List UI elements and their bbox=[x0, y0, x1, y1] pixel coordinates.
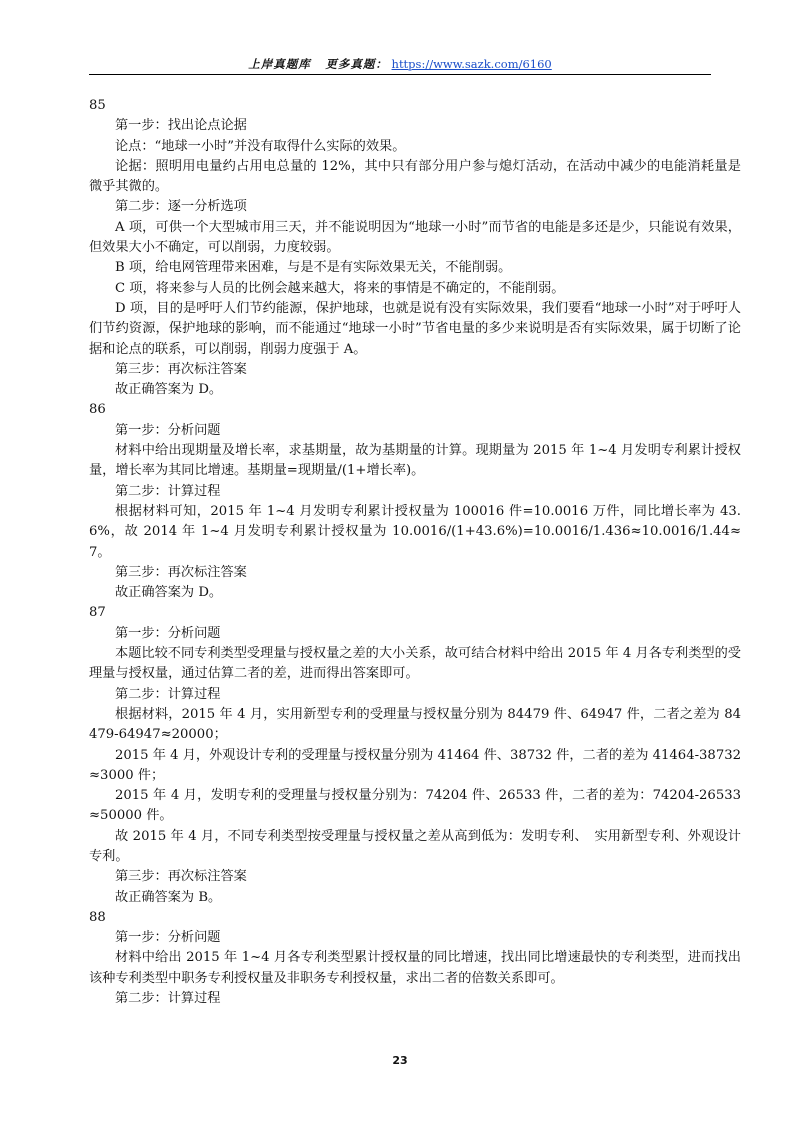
question-number: 88 bbox=[89, 909, 106, 925]
calculation-text: 根据材料可知，2015 年 1~4 月发明专利累计授权量为 100016 件=10.0016 万件，同比增长率为 43.6%，故 2014 年 1~4 月发明专利累计授权量为 10.0016/(1+43.6%)=10.0016/1.436≈10.0016/1.44≈7。 bbox=[89, 503, 741, 560]
answer-text: 故正确答案为 B。 bbox=[115, 889, 222, 905]
step-heading: 第一步：分析问题 bbox=[115, 930, 221, 946]
step-heading: 第三步：再次标注答案 bbox=[115, 564, 247, 580]
header-link[interactable]: https://www.sazk.com/6160 bbox=[391, 57, 552, 71]
calculation-text: 2015 年 4 月，外观设计专利的受理量与授权量分别为 41464 件、38732 件，二者的差为 41464-38732≈3000 件； bbox=[89, 747, 741, 783]
step-heading: 第一步：分析问题 bbox=[115, 422, 221, 438]
option-b-analysis: B 项，给电网管理带来困难，与是不是有实际效果无关，不能削弱。 bbox=[115, 260, 512, 276]
option-c-analysis: C 项，将来参与人员的比例会越来越大，将来的事情是不确定的，不能削弱。 bbox=[115, 280, 565, 296]
evidence-text: 论据：照明用电量约占用电总量的 12%，其中只有部分用户参与熄灯活动，在活动中减少的电能消耗量是微乎其微的。 bbox=[89, 158, 741, 195]
question-number: 85 bbox=[89, 98, 106, 113]
header-divider bbox=[89, 74, 711, 75]
option-a-analysis: A 项，可供一个大型城市用三天，并不能说明因为“地球一小时”而节省的电能是多还是少，只能说有效果，但效果大小不确定，可以削弱，力度较弱。 bbox=[89, 219, 741, 256]
step-heading: 第三步：再次标注答案 bbox=[115, 869, 247, 885]
document-body bbox=[89, 96, 741, 1009]
site-label: 上岸真题库 bbox=[248, 57, 311, 71]
analysis-text: 材料中给出 2015 年 1~4 月各专利类型累计授权量的同比增速，找出同比增速最快的专利类型，进而找出该种专利类型中职务专利授权量及非职务专利授权量，求出二者的倍数关系即可。 bbox=[89, 950, 741, 986]
step-heading: 第一步：分析问题 bbox=[115, 625, 221, 641]
option-d-analysis: D 项，目的是呼吁人们节约能源，保护地球，也就是说有没有实际效果，我们要看“地球一小时”对于呼吁人们节约资源，保护地球的影响，而不能通过“地球一小时”节省电量的多少来说明是否有实际效果，属于切断了论据和论点的联系，可以削弱，削弱力度强于 A。 bbox=[89, 300, 741, 357]
analysis-text: 材料中给出现期量及增长率，求基期量，故为基期量的计算。现期量为 2015 年 1~4 月发明专利累计授权量，增长率为其同比增速。基期量=现期量/(1+增长率)。 bbox=[89, 443, 741, 479]
calculation-text: 2015 年 4 月，发明专利的受理量与授权量分别为：74204 件、26533 件，二者的差为：74204-26533≈50000 件。 bbox=[89, 788, 741, 824]
page-number: 23 bbox=[392, 1054, 408, 1067]
page-header bbox=[0, 56, 800, 72]
answer-text: 故正确答案为 D。 bbox=[115, 382, 223, 398]
answer-text: 故正确答案为 D。 bbox=[115, 585, 223, 601]
step-heading: 第二步：计算过程 bbox=[115, 483, 221, 499]
thesis-text: 论点：“地球一小时”并没有取得什么实际的效果。 bbox=[115, 138, 406, 154]
question-number: 86 bbox=[89, 402, 106, 418]
more-label: 更多真题： bbox=[325, 57, 388, 71]
step-heading: 第二步：逐一分析选项 bbox=[115, 199, 247, 215]
analysis-text: 本题比较不同专利类型受理量与授权量之差的大小关系，故可结合材料中给出 2015 年 4 月各专利类型的受理量与授权量，通过估算二者的差，进而得出答案即可。 bbox=[89, 646, 741, 682]
conclusion-text: 故 2015 年 4 月，不同专利类型按受理量与授权量之差从高到低为：发明专利、 实用新型专利、外观设计专利。 bbox=[89, 828, 741, 864]
step-heading: 第三步：再次标注答案 bbox=[115, 361, 247, 377]
step-heading: 第二步：计算过程 bbox=[115, 686, 221, 702]
question-number: 87 bbox=[89, 605, 106, 621]
step-heading: 第二步：计算过程 bbox=[115, 991, 221, 1007]
calculation-text: 根据材料，2015 年 4 月，实用新型专利的受理量与授权量分别为 84479 件、64947 件，二者之差为 84479-64947≈20000； bbox=[89, 706, 741, 743]
step-heading: 第一步：找出论点论据 bbox=[115, 118, 247, 134]
